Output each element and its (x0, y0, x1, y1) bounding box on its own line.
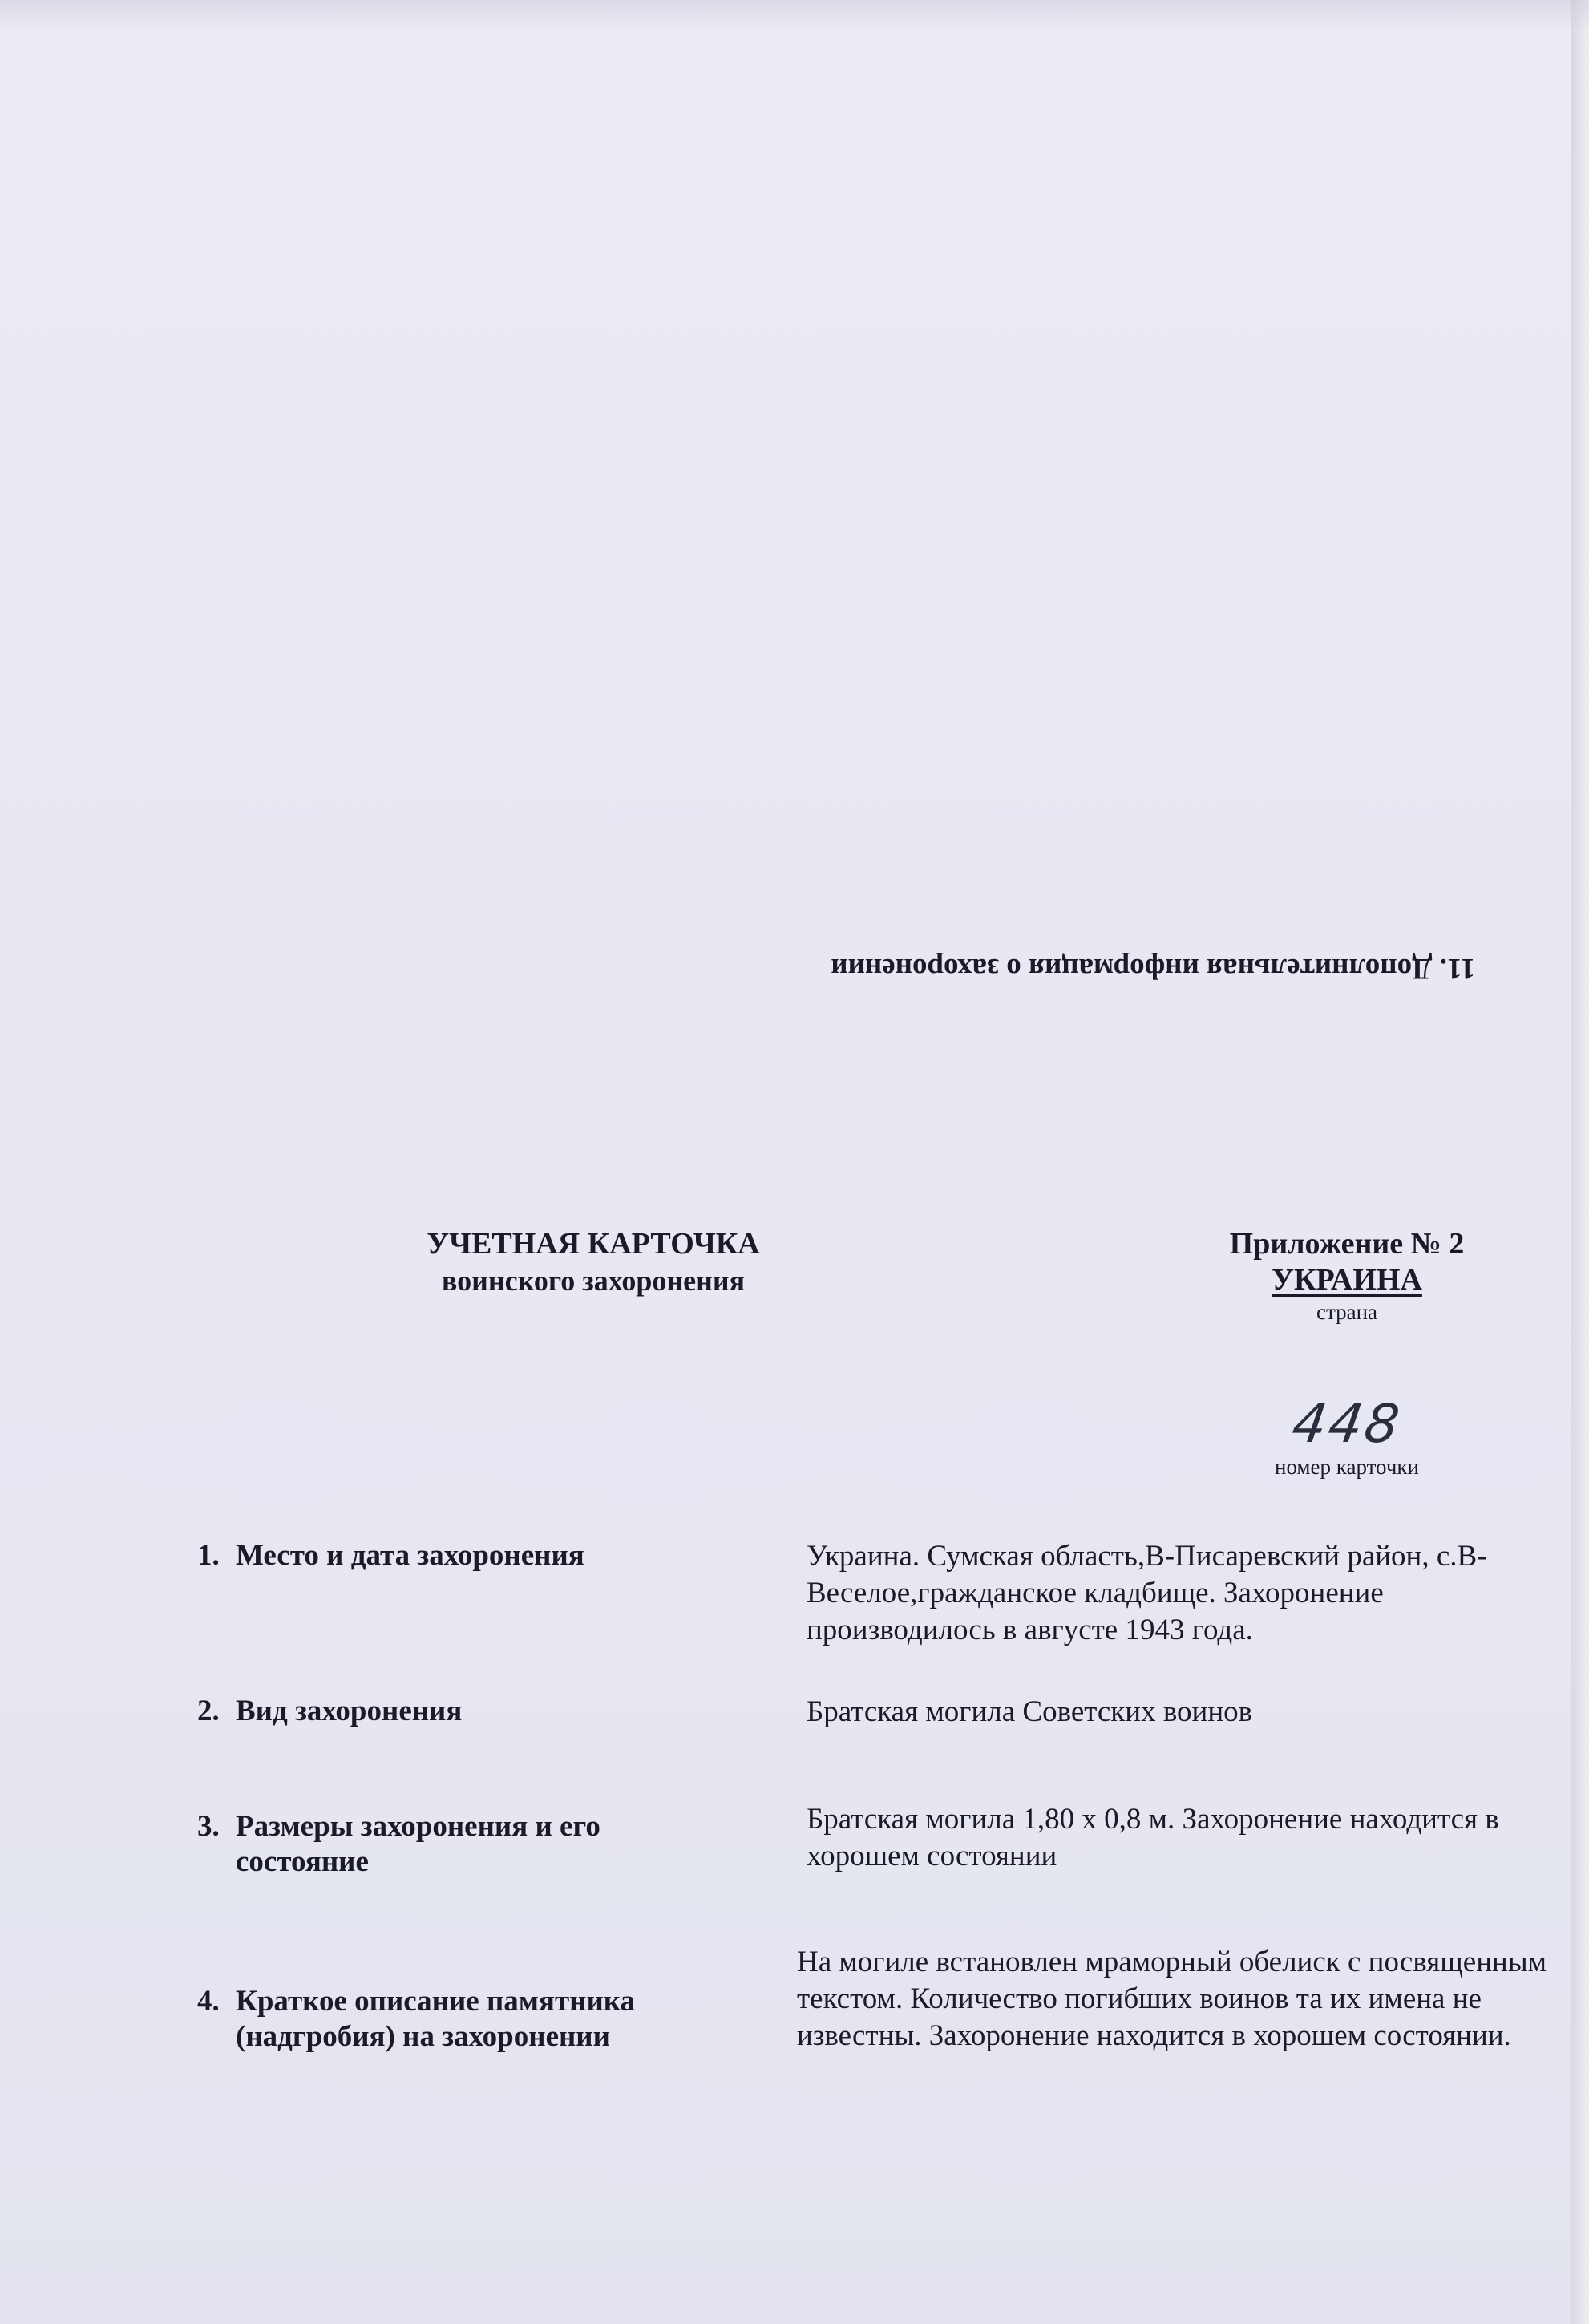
field-value: Украина. Сумская область,В-Писаревский район, с.В-Веселое,гражданское кладбище. Захоронение производилось в августе 1943 года. (807, 1540, 1487, 1646)
field-label-text: Краткое описание памятника (236, 1985, 636, 2018)
field-number: 4. (197, 1985, 220, 2018)
card-title-main: УЧЕТНАЯ КАРТОЧКА (427, 1227, 760, 1261)
field-number: 2. (197, 1694, 220, 1727)
field-label-text: Размеры захоронения и его (236, 1810, 600, 1843)
field-value: На могиле встановлен мраморный обелиск с посвященным текстом. Количество погибших воинов та их имена не известны. Захоронение находится в хорошем состоянии. (797, 1945, 1547, 2052)
upside-down-heading: 11. Дополнительная информация о захоронении (831, 952, 1475, 985)
appendix-label: Приложение № 2 (1229, 1227, 1465, 1261)
card-title-sub: воинского захоронения (441, 1265, 746, 1297)
country-name: УКРАИНА (1272, 1263, 1422, 1297)
card-number-block (1179, 1395, 1515, 1480)
field-label (197, 1809, 726, 1880)
card-title (353, 1225, 834, 1299)
appendix-block (1179, 1225, 1515, 1326)
country-caption: страна (1316, 1300, 1378, 1324)
page-edge (1571, 0, 1589, 2324)
field-number: 1. (197, 1539, 220, 1572)
field-value: Братская могила Советских воинов (807, 1695, 1253, 1728)
field-label-text: Вид захоронения (236, 1694, 463, 1727)
field-label (197, 1538, 726, 1573)
field-label-text: Место и дата захоронения (236, 1539, 584, 1572)
card-number-caption: номер карточки (1275, 1455, 1419, 1479)
field-number: 3. (197, 1810, 220, 1843)
field-value: Братская могила 1,80 х 0,8 м. Захоронение находится в хорошем состоянии (807, 1803, 1499, 1873)
handwritten-card-number: 448 (1288, 1393, 1405, 1455)
top-shadow (0, 0, 1589, 32)
field-label-continuation: (надгробия) на захоронении (236, 2020, 610, 2053)
field-label-continuation: состояние (236, 1845, 369, 1878)
field-label (197, 1694, 726, 1729)
field-label (197, 1984, 726, 2055)
